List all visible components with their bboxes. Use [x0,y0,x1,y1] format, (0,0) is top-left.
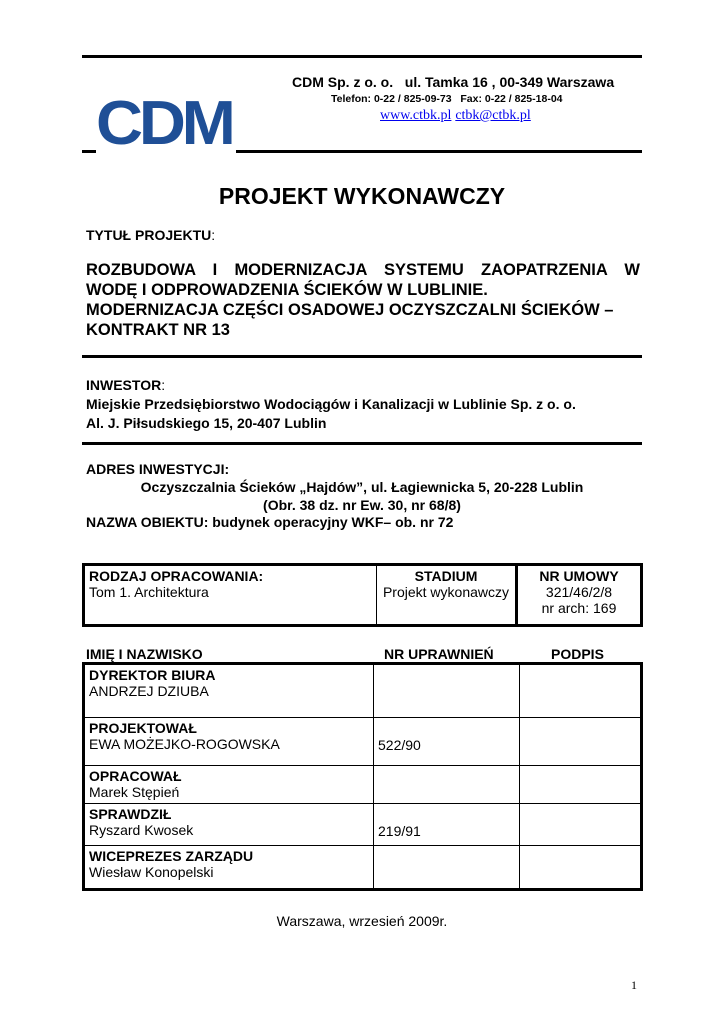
address-plot: (Obr. 38 dz. nr Ew. 30, nr 68/8) [263,497,461,513]
email-link[interactable]: ctbk@ctbk.pl [455,108,531,123]
stage-header: STADIUM [414,568,478,584]
investor-label-colon: : [161,377,166,393]
info-cell-stage [377,565,517,626]
sig-name: Wiesław Konopelski [89,864,214,880]
type-value: Tom 1. Architektura [89,584,209,600]
website-link[interactable]: www.ctbk.pl [380,108,452,123]
sig-signature-cell [520,846,642,890]
place-date: Warszawa, wrzesień 2009r. [276,913,448,929]
sig-license-cell [374,804,520,846]
sig-person-cell [84,664,374,718]
address-label: ADRES INWESTYCJI: [86,461,230,477]
sig-role: WICEPREZES ZARZĄDU [89,848,254,864]
sig-license-cell [374,718,520,766]
company-links [380,106,531,124]
sig-name: EWA MOŻEJKO-ROGOWSKA [89,736,280,752]
sig-header-signature: PODPIS [551,646,604,662]
sig-name: ANDRZEJ DZIUBA [89,683,209,699]
sig-license-cell [374,766,520,804]
sig-person-cell [84,804,374,846]
sig-role: DYREKTOR BIURA [89,667,216,683]
info-cell-contract [517,565,642,626]
rule-project [82,355,642,358]
sig-license-cell [374,846,520,890]
stage-value: Projekt wykonawczy [382,584,510,600]
page-number: 1 [631,978,637,992]
top-rule [82,55,642,58]
logo-underline-left [82,150,96,153]
header-rule [236,150,642,153]
company-address: CDM Sp. z o. o. ul. Tamka 16 , 00-349 Warszawa [292,74,615,90]
archive-number: nr arch: 169 [541,600,617,616]
sig-person-cell [84,846,374,890]
type-header: RODZAJ OPRACOWANIA: [89,568,264,584]
table-row [84,718,642,766]
sig-role: SPRAWDZIŁ [89,806,172,822]
sig-license-cell [374,664,520,718]
sig-signature-cell [520,804,642,846]
investor-label: INWESTOR [86,377,162,393]
contract-header: NR UMOWY [539,568,619,584]
project-label [86,227,215,243]
sig-person-cell [84,718,374,766]
table-row [84,846,642,890]
sig-header-license: NR UPRAWNIEŃ [384,646,494,662]
sig-role: PROJEKTOWAŁ [89,720,197,736]
contract-number: 321/46/2/8 [545,584,613,600]
info-cell-type [84,565,377,626]
company-phone: Telefon: 0-22 / 825-09-73 Fax: 0-22 / 825-18-04 [331,93,563,105]
investor-name: Miejskie Przedsiębiorstwo Wodociągów i Kanalizacji w Lublinie Sp. z o. o. [86,396,576,412]
table-row [84,804,642,846]
table-row [84,664,642,718]
investor-address: Al. J. Piłsudskiego 15, 20-407 Lublin [86,415,327,431]
logo-text: CDM [96,96,232,152]
project-label-colon: : [211,227,216,243]
sig-license: 219/91 [378,823,421,839]
project-label-text: TYTUŁ PROJEKTU [86,227,212,243]
table-row [84,766,642,804]
address-line: Oczyszczalnia Ścieków „Hajdów”, ul. Łagiewnicka 5, 20-228 Lublin [140,479,584,495]
sig-signature-cell [520,664,642,718]
company-logo [96,96,236,152]
sig-name: Marek Stępień [89,784,180,800]
document-title: PROJEKT WYKONAWCZY [218,183,506,209]
sig-license [378,667,515,685]
sig-signature-cell [520,718,642,766]
info-table [82,563,643,627]
signatures-table [82,662,643,891]
project-title-line: KONTRAKT NR 13 [86,321,230,339]
sig-license: 522/90 [378,737,421,753]
project-title-line: MODERNIZACJA CZĘŚCI OSADOWEJ OCZYSZCZALNI ŚCIEKÓW – [86,301,614,319]
project-title [86,260,640,340]
sig-name: Ryszard Kwosek [89,822,194,838]
sig-header-name: IMIĘ I NAZWISKO [86,646,203,662]
project-title-line: WODĘ I ODPROWADZENIA ŚCIEKÓW W LUBLINIE. [86,281,488,299]
rule-investor [82,442,642,445]
sig-role: OPRACOWAŁ [89,768,182,784]
project-title-line: ROZBUDOWA I MODERNIZACJA SYSTEMU ZAOPATRZENIA W [86,261,640,279]
investor-section [86,376,576,433]
sig-person-cell [84,766,374,804]
object-name: NAZWA OBIEKTU: budynek operacyjny WKF– ob. nr 72 [86,514,454,530]
sig-signature-cell [520,766,642,804]
